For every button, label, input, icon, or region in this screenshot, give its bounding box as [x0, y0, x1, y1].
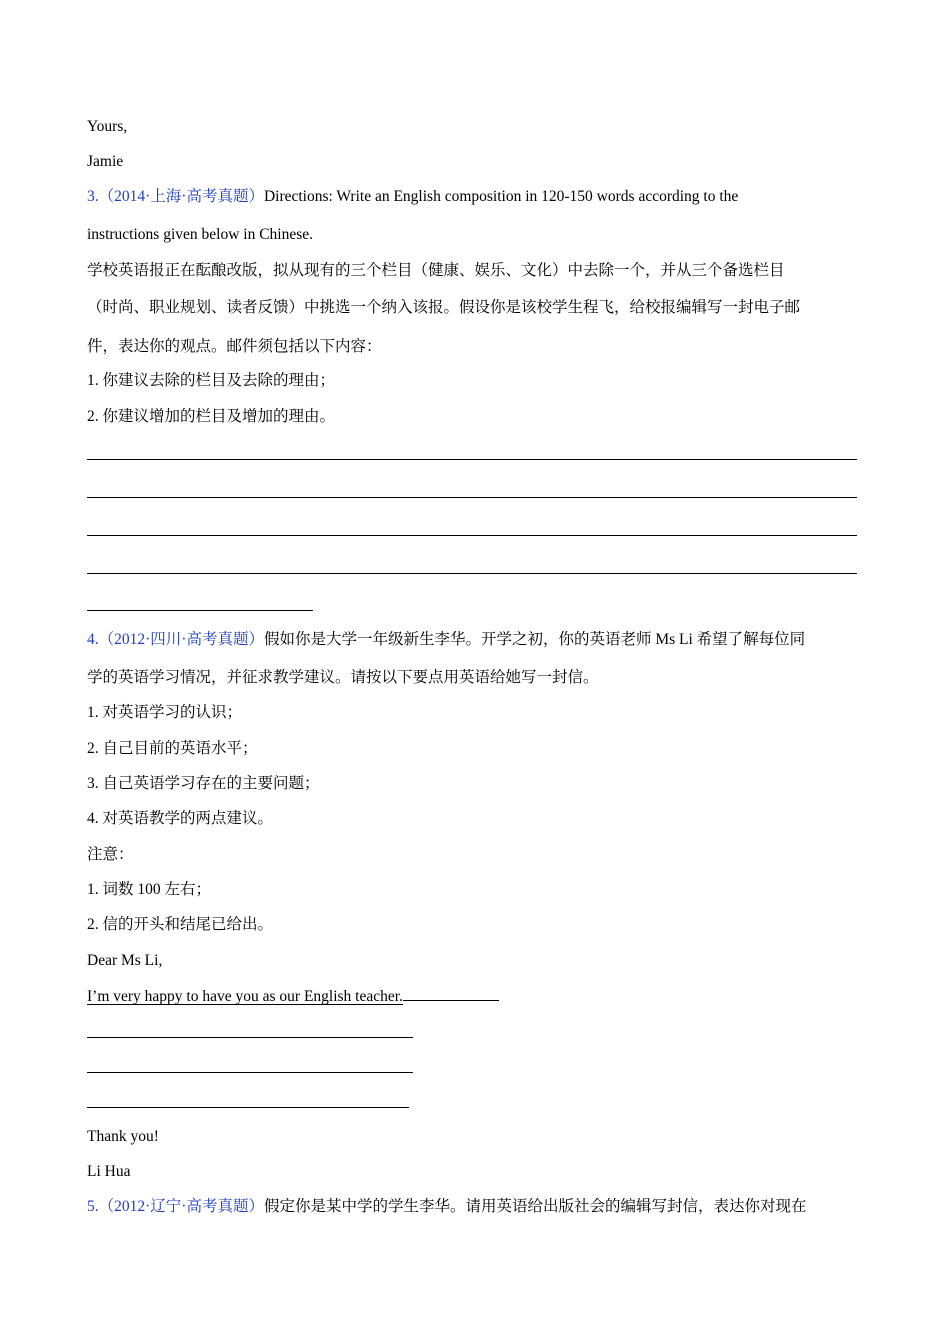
answer-line[interactable]: [87, 459, 857, 460]
question-3-line-2: instructions given below in Chinese.: [87, 226, 314, 243]
source-label: （2012·四川·高考真题）: [98, 631, 264, 648]
source-label: （2012·辽宁·高考真题）: [98, 1198, 264, 1215]
answer-line[interactable]: [87, 1107, 409, 1108]
closing-yours: Yours,: [87, 118, 128, 135]
question-4-line-1: [87, 630, 805, 650]
note-heading: 注意：: [87, 846, 134, 863]
answer-line[interactable]: [87, 535, 857, 536]
opening-sentence: I’m very happy to have you as our English teacher.: [87, 988, 403, 1005]
question-4-item-3: 3. 自己英语学习存在的主要问题；: [87, 775, 320, 792]
question-3-line-1: [87, 187, 738, 207]
question-3-cn-3: 件，表达你的观点。邮件须包括以下内容：: [87, 338, 382, 355]
source-label: （2014·上海·高考真题）: [98, 188, 264, 205]
letter-signature: Li Hua: [87, 1163, 131, 1180]
question-number: 5.: [87, 1198, 99, 1215]
letter-opening: [87, 986, 499, 1007]
answer-line[interactable]: [87, 497, 857, 498]
question-text: Directions: Write an English composition in 120-150 words according to the: [263, 188, 739, 205]
note-item-1: 1. 词数 100 左右；: [87, 881, 212, 898]
letter-thanks: Thank you!: [87, 1128, 159, 1145]
answer-line[interactable]: [87, 573, 857, 574]
question-text: 假如你是大学一年级新生李华。开学之初，你的英语老师 Ms Li 希望了解每位同: [263, 631, 806, 648]
answer-line[interactable]: [403, 986, 499, 1001]
question-3-item-1: 1. 你建议去除的栏目及去除的理由；: [87, 372, 336, 389]
answer-line[interactable]: [87, 1037, 413, 1038]
closing-name: Jamie: [87, 153, 124, 170]
answer-line[interactable]: [87, 1072, 413, 1073]
question-3-item-2: 2. 你建议增加的栏目及增加的理由。: [87, 408, 336, 425]
question-5-line-1: [87, 1197, 806, 1217]
note-item-2: 2. 信的开头和结尾已给出。: [87, 916, 274, 933]
question-number: 4.: [87, 631, 99, 648]
question-3-cn-2: （时尚、职业规划、读者反馈）中挑选一个纳入该报。假设你是该校学生程飞，给校报编辑写一封电子邮: [87, 299, 801, 316]
question-4-item-1: 1. 对英语学习的认识；: [87, 704, 243, 721]
letter-greeting: Dear Ms Li,: [87, 952, 163, 969]
question-text: 假定你是某中学的学生李华。请用英语给出版社会的编辑写封信，表达你对现在: [263, 1198, 807, 1215]
question-4-line-2: 学的英语学习情况，并征求教学建议。请按以下要点用英语给她写一封信。: [87, 669, 599, 686]
question-4-item-4: 4. 对英语教学的两点建议。: [87, 810, 274, 827]
question-number: 3.: [87, 188, 99, 205]
question-3-cn-1: 学校英语报正在酝酿改版，拟从现有的三个栏目（健康、娱乐、文化）中去除一个，并从三个备选栏目: [87, 262, 785, 279]
question-4-item-2: 2. 自己目前的英语水平；: [87, 740, 258, 757]
answer-line[interactable]: [87, 610, 313, 611]
